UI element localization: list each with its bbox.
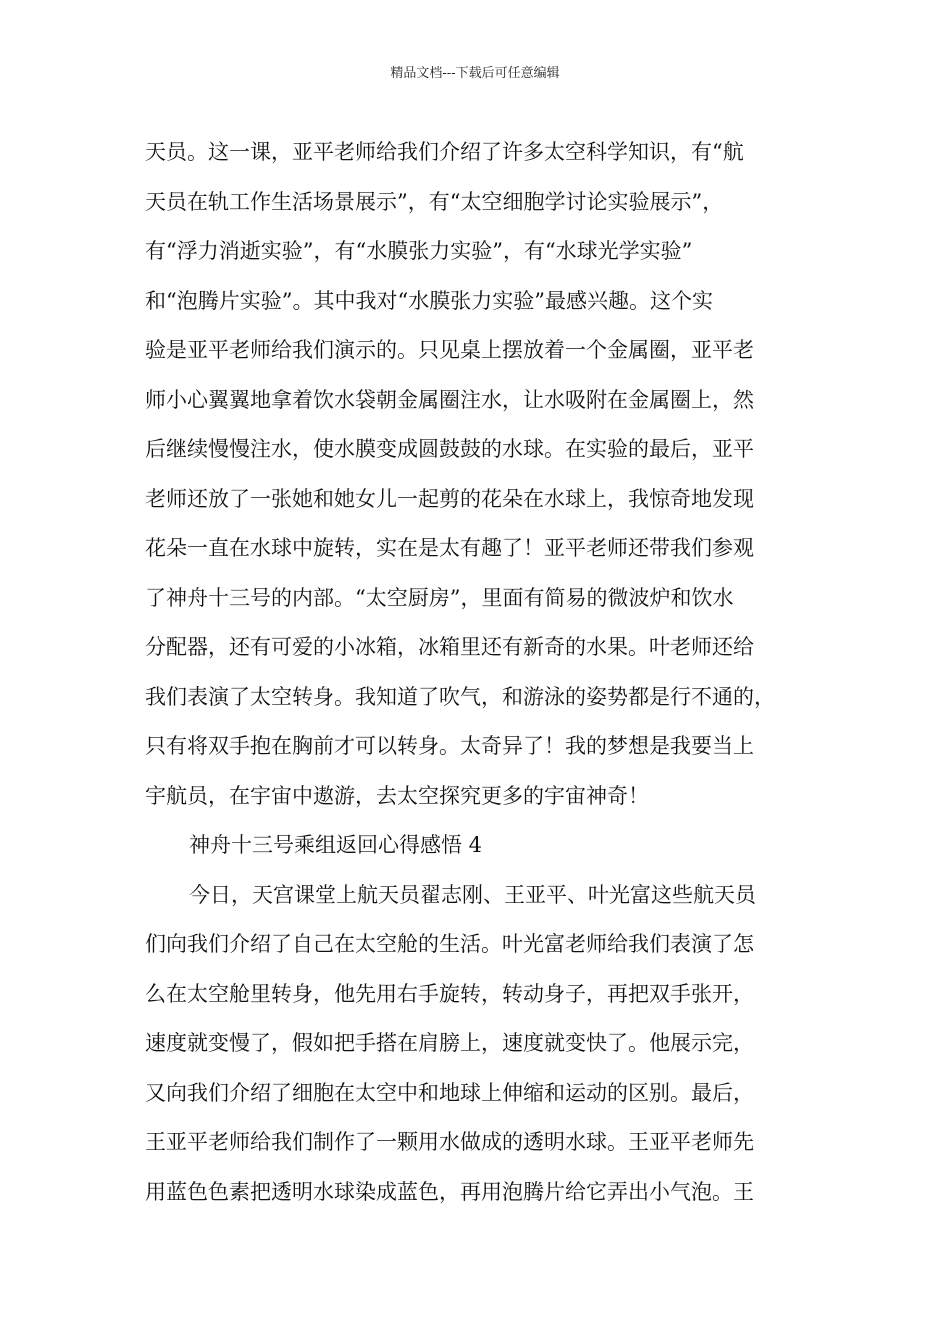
text-line: 速度就变慢了，假如把手搭在肩膀上，速度就变快了。他展示完， bbox=[145, 1031, 754, 1055]
text-line: 又向我们介绍了细胞在太空中和地球上伸缩和运动的区别。最后， bbox=[145, 1080, 754, 1105]
text-line: 验是亚平老师给我们演示的。只见桌上摆放着一个金属圈，亚平老 bbox=[145, 338, 754, 362]
page-header: 精品文档---下载后可任意编辑 bbox=[390, 66, 560, 81]
text-line: 天员。这一课，亚平老师给我们介绍了许多太空科学知识，有“航 bbox=[145, 140, 744, 164]
text-line: 和“泡腾片实验”。其中我对“水膜张力实验”最感兴趣。这个实 bbox=[145, 288, 713, 313]
text-line: 天员在轨工作生活场景展示”，有“太空细胞学讨论实验展示”， bbox=[145, 189, 724, 214]
text-line: 宇航员，在宇宙中遨游，去太空探究更多的宇宙神奇！ bbox=[145, 783, 649, 808]
text-line: 只有将双手抱在胸前才可以转身。太奇异了！我的梦想是我要当上 bbox=[145, 734, 754, 758]
text-line: 们向我们介绍了自己在太空舱的生活。叶光富老师给我们表演了怎 bbox=[145, 932, 754, 956]
text-line: 有“浮力消逝实验”，有“水膜张力实验”，有“水球光学实验” bbox=[145, 239, 693, 263]
text-line: 分配器，还有可爱的小冰箱，冰箱里还有新奇的水果。叶老师还给 bbox=[145, 635, 754, 659]
text-line: 用蓝色色素把透明水球染成蓝色，再用泡腾片给它弄出小气泡。王 bbox=[145, 1179, 754, 1204]
text-line: 花朵一直在水球中旋转，实在是太有趣了！亚平老师还带我们参观 bbox=[145, 536, 754, 560]
text-line: 了神舟十三号的内部。“太空厨房”，里面有简易的微波炉和饮水 bbox=[145, 585, 734, 610]
text-line: 王亚平老师给我们制作了一颗用水做成的透明水球。王亚平老师先 bbox=[145, 1130, 754, 1154]
section-heading: 神舟十三号乘组返回心得感悟 4 bbox=[189, 833, 483, 857]
paragraph-start-line: 今日，天宫课堂上航天员翟志刚、王亚平、叶光富这些航天员 bbox=[189, 882, 756, 907]
text-line: 师小心翼翼地拿着饮水袋朝金属圈注水，让水吸附在金属圈上，然 bbox=[145, 387, 754, 412]
text-line: 么在太空舱里转身，他先用右手旋转，转动身子，再把双手张开， bbox=[145, 981, 754, 1006]
text-line: 我们表演了太空转身。我知道了吹气，和游泳的姿势都是行不通的， bbox=[145, 684, 775, 709]
text-line: 后继续慢慢注水，使水膜变成圆鼓鼓的水球。在实验的最后，亚平 bbox=[145, 437, 754, 461]
document-body bbox=[145, 128, 835, 1217]
text-line: 老师还放了一张她和她女儿一起剪的花朵在水球上，我惊奇地发现 bbox=[145, 486, 754, 511]
